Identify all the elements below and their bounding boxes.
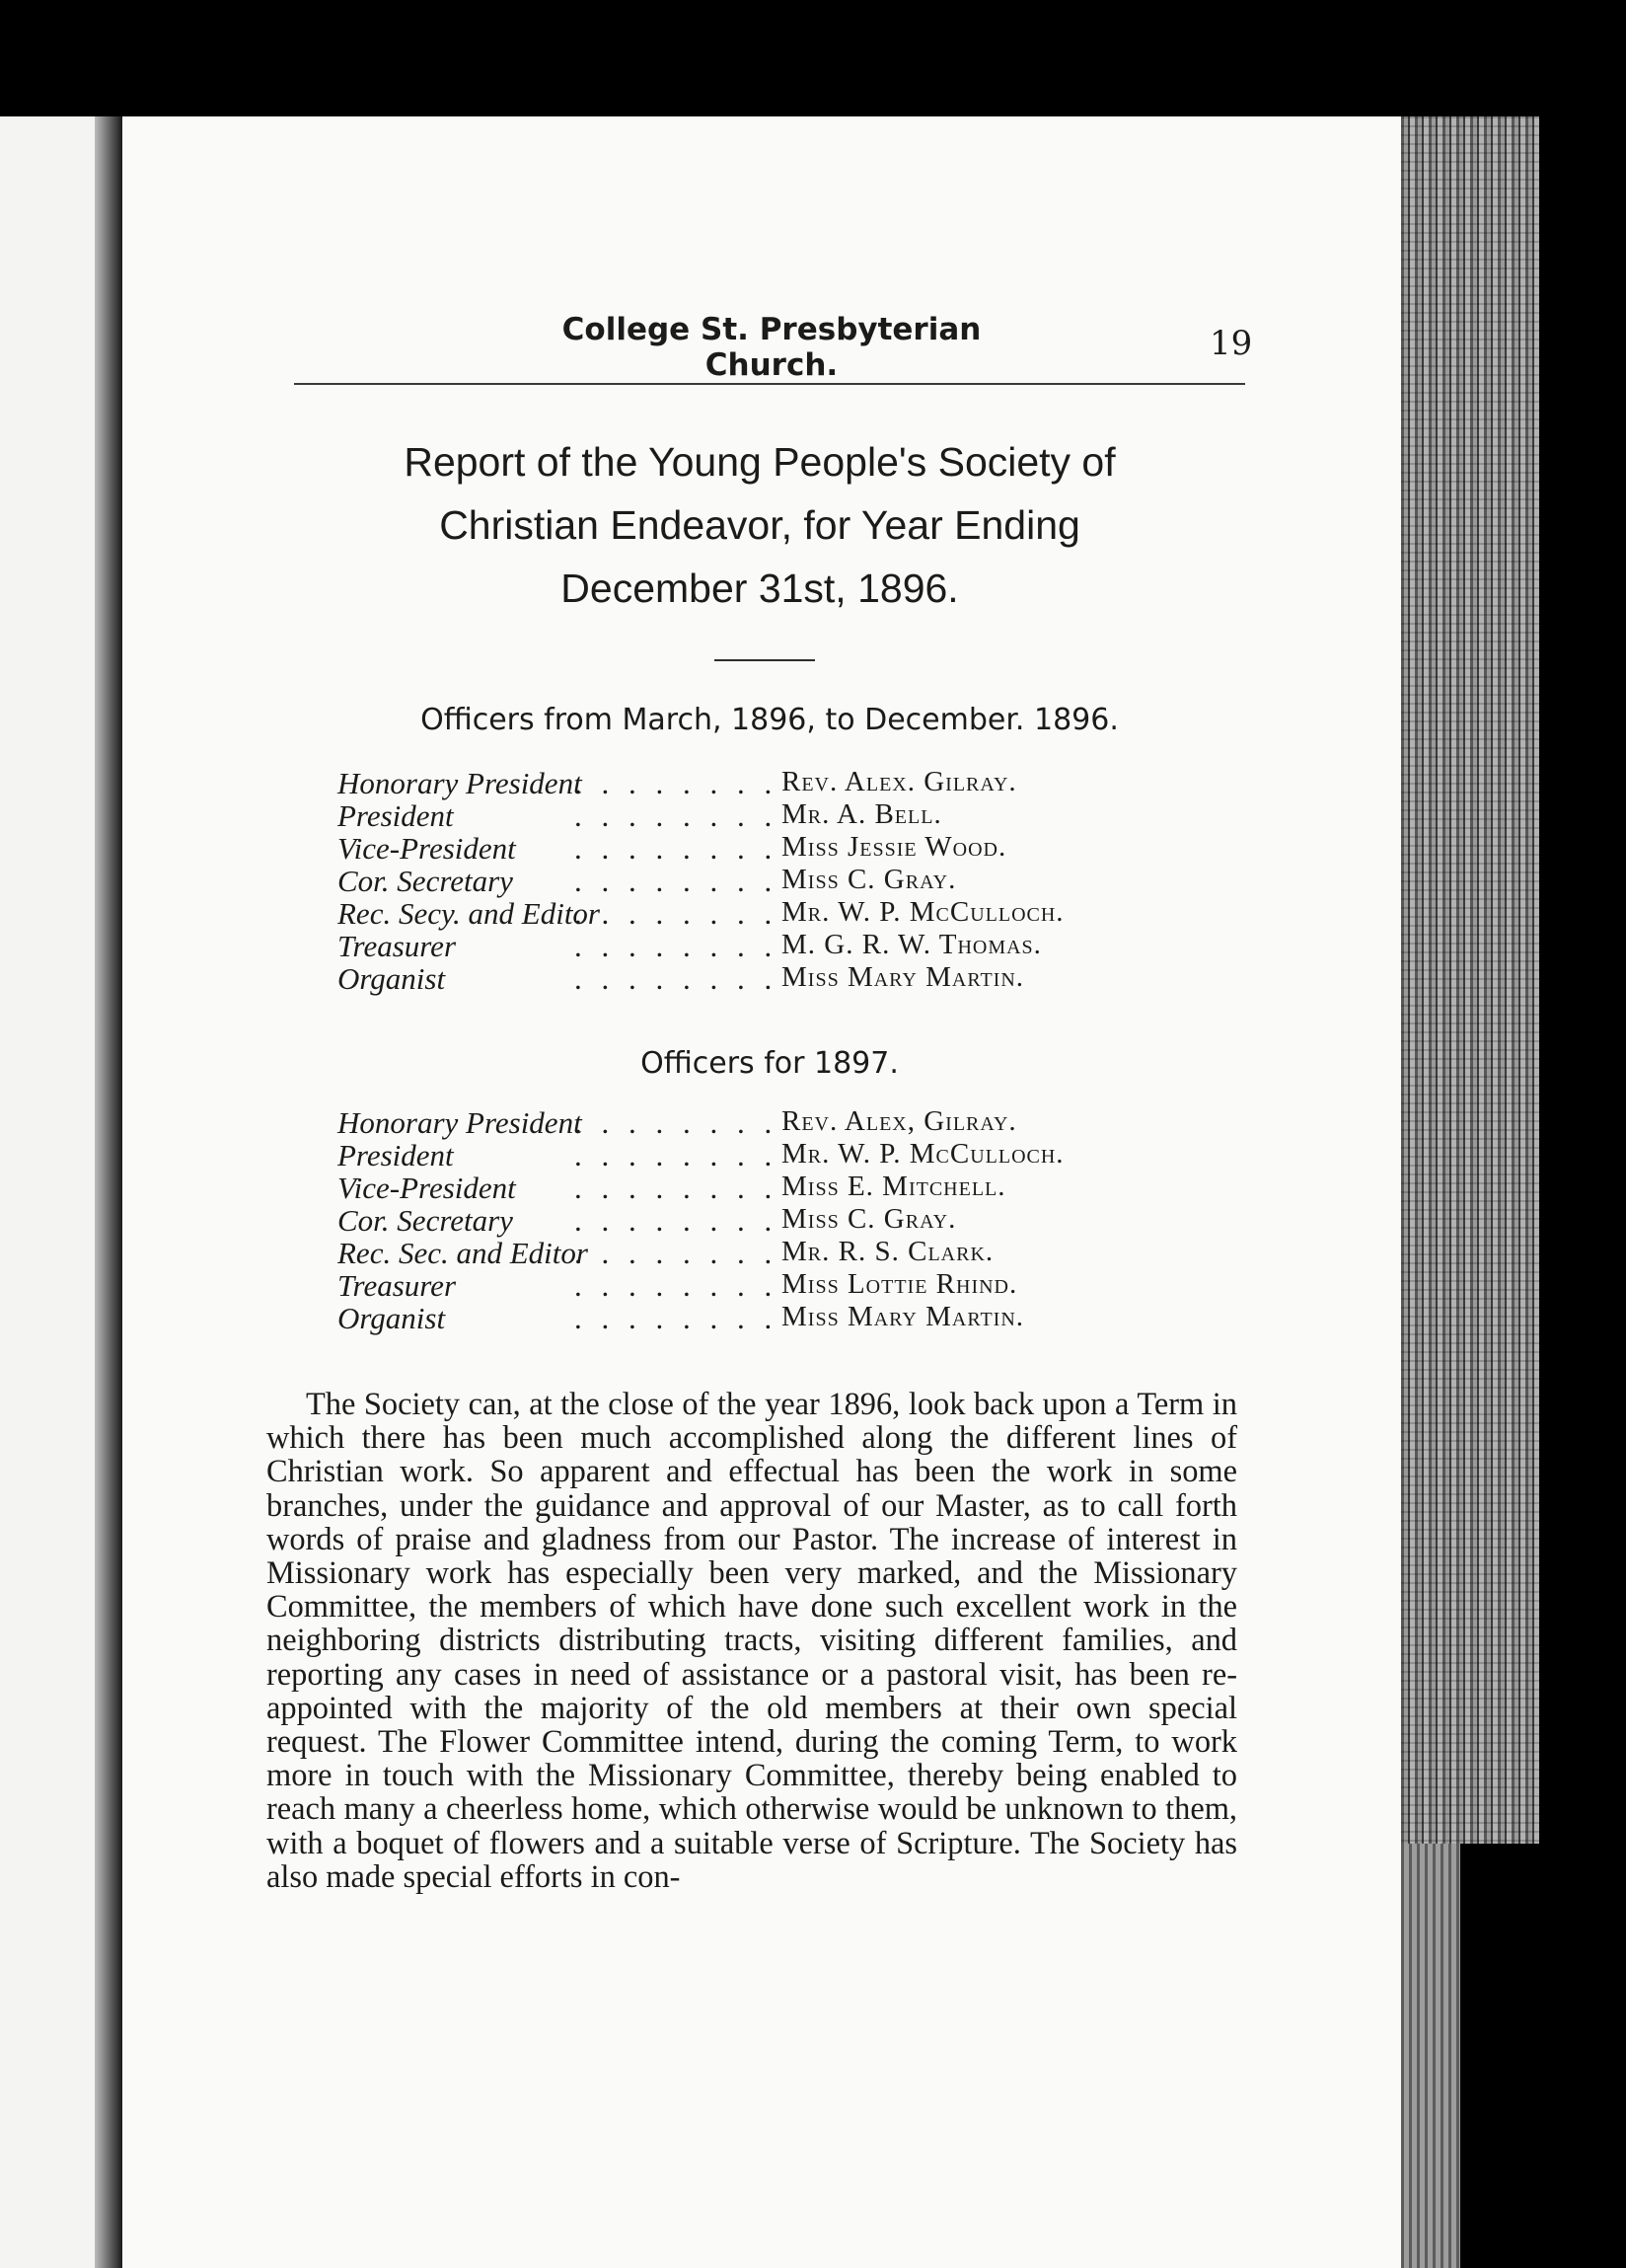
leader-dots: . . . . . . . . [574, 831, 778, 866]
leader-dots: . . . . . . . . [574, 961, 778, 996]
title-line: Report of the Young People's Society of [404, 439, 1116, 485]
officer-role: Cor. Secretary [337, 864, 513, 898]
officer-row [337, 929, 1225, 961]
report-title [296, 430, 1223, 620]
officer-row [337, 864, 1225, 896]
officer-role: Vice-President [337, 1171, 516, 1205]
officer-role: Honorary President [337, 766, 582, 800]
officer-name: Mr. W. P. McCulloch. [781, 896, 1065, 928]
officer-role: Treasurer [337, 929, 457, 963]
title-line: Christian Endeavor, for Year Ending [439, 502, 1080, 548]
leader-dots: . . . . . . . . [574, 1105, 778, 1140]
page-edges-texture [1401, 116, 1539, 1844]
leader-dots: . . . . . . . . [574, 766, 778, 800]
leader-dots: . . . . . . . . [574, 864, 778, 898]
leader-dots: . . . . . . . . [574, 1301, 778, 1335]
page-number: 19 [1210, 324, 1253, 363]
leader-dots: . . . . . . . . [574, 1268, 778, 1303]
running-head: College St. Presbyterian Church. [561, 312, 982, 383]
officer-name: Mr. R. S. Clark. [781, 1236, 995, 1267]
body-paragraph: The Society can, at the close of the year 1896, look back upon a Term in which there has been much accomplished along the different lines of Christian work. So apparent and effectual has been the work in some branches, under the guidance and approval of our Master, as to call forth words of praise and gladness from our Pastor. The increase of interest in Missionary work has especially been very marked, and the Missionary Committee, the members of which have done such excellent work in the neighboring districts distributing tracts, visiting different families, and reporting any cases in need of assistance or a pastoral visit, has been re-appointed with the majority of the old members at their own special request. The Flower Committee intend, during the coming Term, to work more in touch with the Missionary Committee, thereby being enabled to reach many a cheerless home, which otherwise would be unknown to them, with a boquet of flowers and a suitable verse of Scripture. The Society has also made special efforts in con- [266, 1387, 1237, 1895]
leader-dots: . . . . . . . . [574, 1236, 778, 1270]
leader-dots: . . . . . . . . [574, 929, 778, 963]
leader-dots: . . . . . . . . [574, 1203, 778, 1238]
officer-role: Treasurer [337, 1268, 457, 1303]
leader-dots: . . . . . . . . [574, 1138, 778, 1172]
officer-name: Mr. W. P. McCulloch. [781, 1138, 1065, 1170]
officer-row [337, 896, 1225, 929]
officer-role: Organist [337, 961, 446, 996]
officer-role: President [337, 798, 454, 833]
officer-name: M. G. R. W. Thomas. [781, 929, 1042, 960]
officer-row [337, 1203, 1225, 1236]
title-line: December 31st, 1896. [560, 566, 959, 611]
officer-row [337, 961, 1225, 994]
officer-name: Miss C. Gray. [781, 864, 957, 895]
title-divider [714, 659, 815, 661]
officer-row [337, 1236, 1225, 1268]
officer-row [337, 1138, 1225, 1171]
officer-row [337, 831, 1225, 864]
officer-name: Miss Lottie Rhind. [781, 1268, 1018, 1300]
book-gutter [95, 116, 122, 2268]
officer-row [337, 766, 1225, 798]
officer-name: Miss E. Mitchell. [781, 1171, 1006, 1202]
officer-row [337, 1268, 1225, 1301]
header-rule [294, 383, 1245, 385]
officer-row [337, 1171, 1225, 1203]
officer-name: Mr. A. Bell. [781, 798, 942, 830]
officer-role: Rec. Secy. and Editor [337, 896, 600, 931]
page-edges-lower [1401, 1844, 1460, 2268]
leader-dots: . . . . . . . . [574, 896, 778, 931]
report-body [266, 1388, 1237, 1894]
officer-role: Organist [337, 1301, 446, 1335]
officer-name: Rev. Alex. Gilray. [781, 766, 1017, 797]
officer-role: Cor. Secretary [337, 1203, 513, 1238]
officer-role: Rec. Sec. and Editor [337, 1236, 588, 1270]
officer-name: Miss C. Gray. [781, 1203, 957, 1235]
officers-1897-heading: Officers for 1897. [640, 1046, 899, 1081]
officers-1896-heading: Officers from March, 1896, to December. 1896. [420, 703, 1119, 737]
officer-name: Rev. Alex, Gilray. [781, 1105, 1017, 1137]
officer-row [337, 1105, 1225, 1138]
leader-dots: . . . . . . . . [574, 798, 778, 833]
officer-role: Vice-President [337, 831, 516, 866]
officer-role: President [337, 1138, 454, 1172]
leader-dots: . . . . . . . . [574, 1171, 778, 1205]
officers-1897-list [337, 1105, 1225, 1333]
officer-name: Miss Mary Martin. [781, 961, 1025, 993]
officer-role: Honorary President [337, 1105, 582, 1140]
facing-page [0, 116, 107, 2268]
officer-row [337, 798, 1225, 831]
officer-row [337, 1301, 1225, 1333]
officer-name: Miss Jessie Wood. [781, 831, 1007, 863]
officer-name: Miss Mary Martin. [781, 1301, 1025, 1332]
officers-1896-list [337, 766, 1225, 994]
